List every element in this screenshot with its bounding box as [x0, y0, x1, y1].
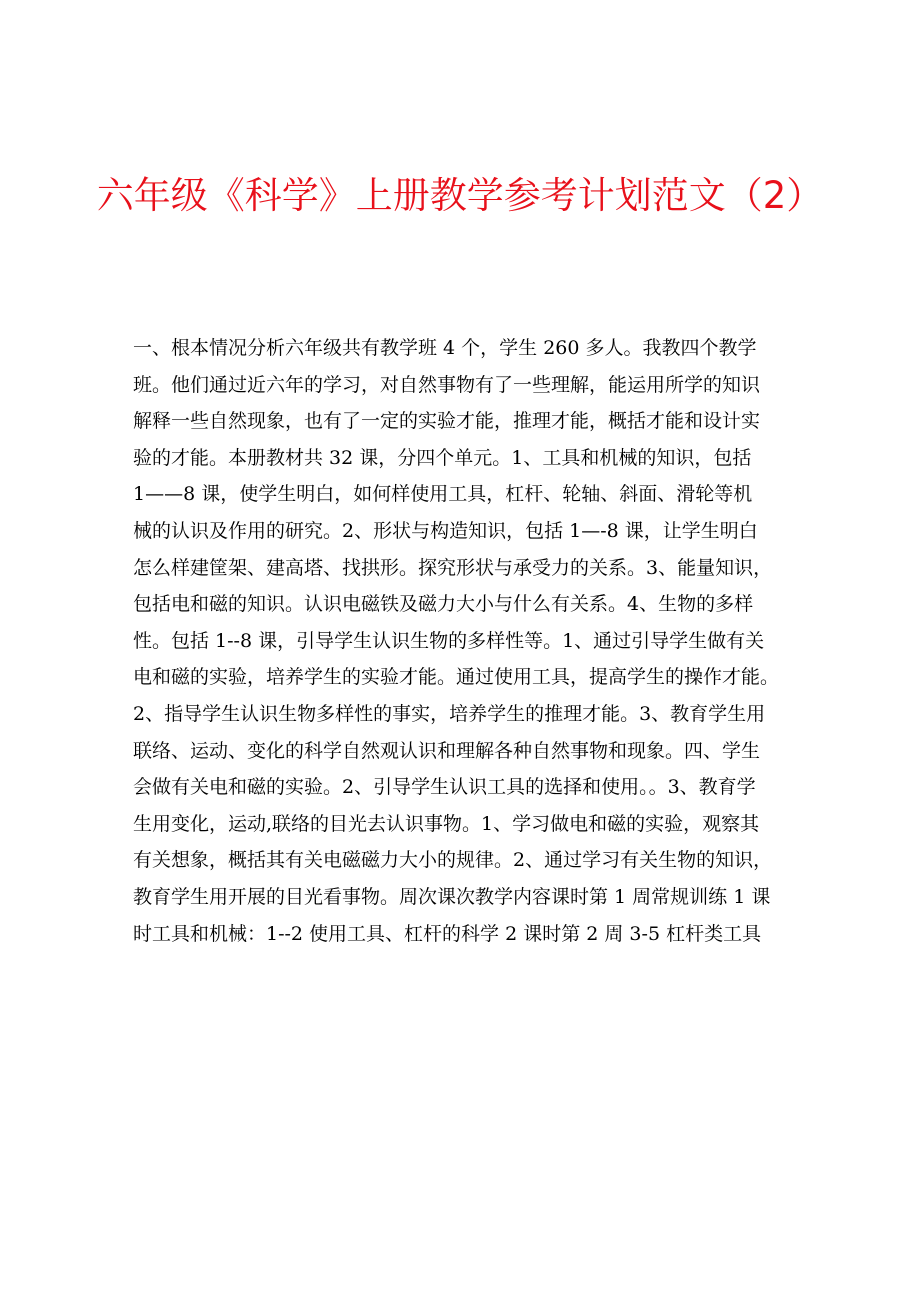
body-line: 1——8 课，使学生明白，如何样使用工具，杠杆、轮轴、斜面、滑轮等机 — [133, 483, 753, 506]
body-line: 有关想象，概括其有关电磁磁力大小的规律。2、通过学习有关生物的知识， — [133, 849, 773, 872]
body-line: 性。包括 1--8 课，引导学生认识生物的多样性等。1、通过引导学生做有关 — [133, 629, 765, 652]
document-body — [133, 330, 793, 952]
body-line: 包括电和磁的知识。认识电磁铁及磁力大小与什么有关系。4、生物的多样 — [133, 593, 754, 616]
body-line: 2、指导学生认识生物多样性的事实，培养学生的推理才能。3、教育学生用 — [133, 702, 766, 725]
body-line: 会做有关电和磁的实验。2、引导学生认识工具的选择和使用。。3、教育学 — [133, 776, 756, 799]
body-line: 怎么样建筐架、建高塔、找拱形。探究形状与承受力的关系。3、能量知识， — [133, 556, 773, 579]
document-title: 六年级《科学》上册教学参考计划范文（2） — [96, 174, 824, 217]
body-line: 生用变化，运动,联络的目光去认识事物。1、学习做电和磁的实验，观察其 — [133, 812, 760, 835]
body-line: 联络、运动、变化的科学自然观认识和理解各种自然事物和现象。四、学生 — [133, 739, 761, 762]
body-line: 班。他们通过近六年的学习，对自然事物有了一些理解，能运用所学的知识 — [133, 373, 761, 396]
body-line: 验的才能。本册教材共 32 课，分四个单元。1、工具和机械的知识，包括 — [133, 446, 752, 469]
body-line: 电和磁的实验，培养学生的实验才能。通过使用工具，提高学生的操作才能。 — [133, 666, 780, 689]
body-line: 时工具和机械：1--2 使用工具、杠杆的科学 2 课时第 2 周 3-5 杠杆类工具 — [133, 922, 762, 945]
body-line: 械的认识及作用的研究。2、形状与构造知识，包括 1—-8 课，让学生明白 — [133, 519, 758, 542]
body-line: 教育学生用开展的目光看事物。周次课次教学内容课时第 1 周常规训练 1 课 — [133, 885, 771, 908]
body-line: 解释一些自然现象，也有了一定的实验才能，推理才能，概括才能和设计实 — [133, 410, 761, 433]
body-line: 一、根本情况分析六年级共有教学班 4 个，学生 260 多人。我教四个教学 — [133, 337, 757, 359]
